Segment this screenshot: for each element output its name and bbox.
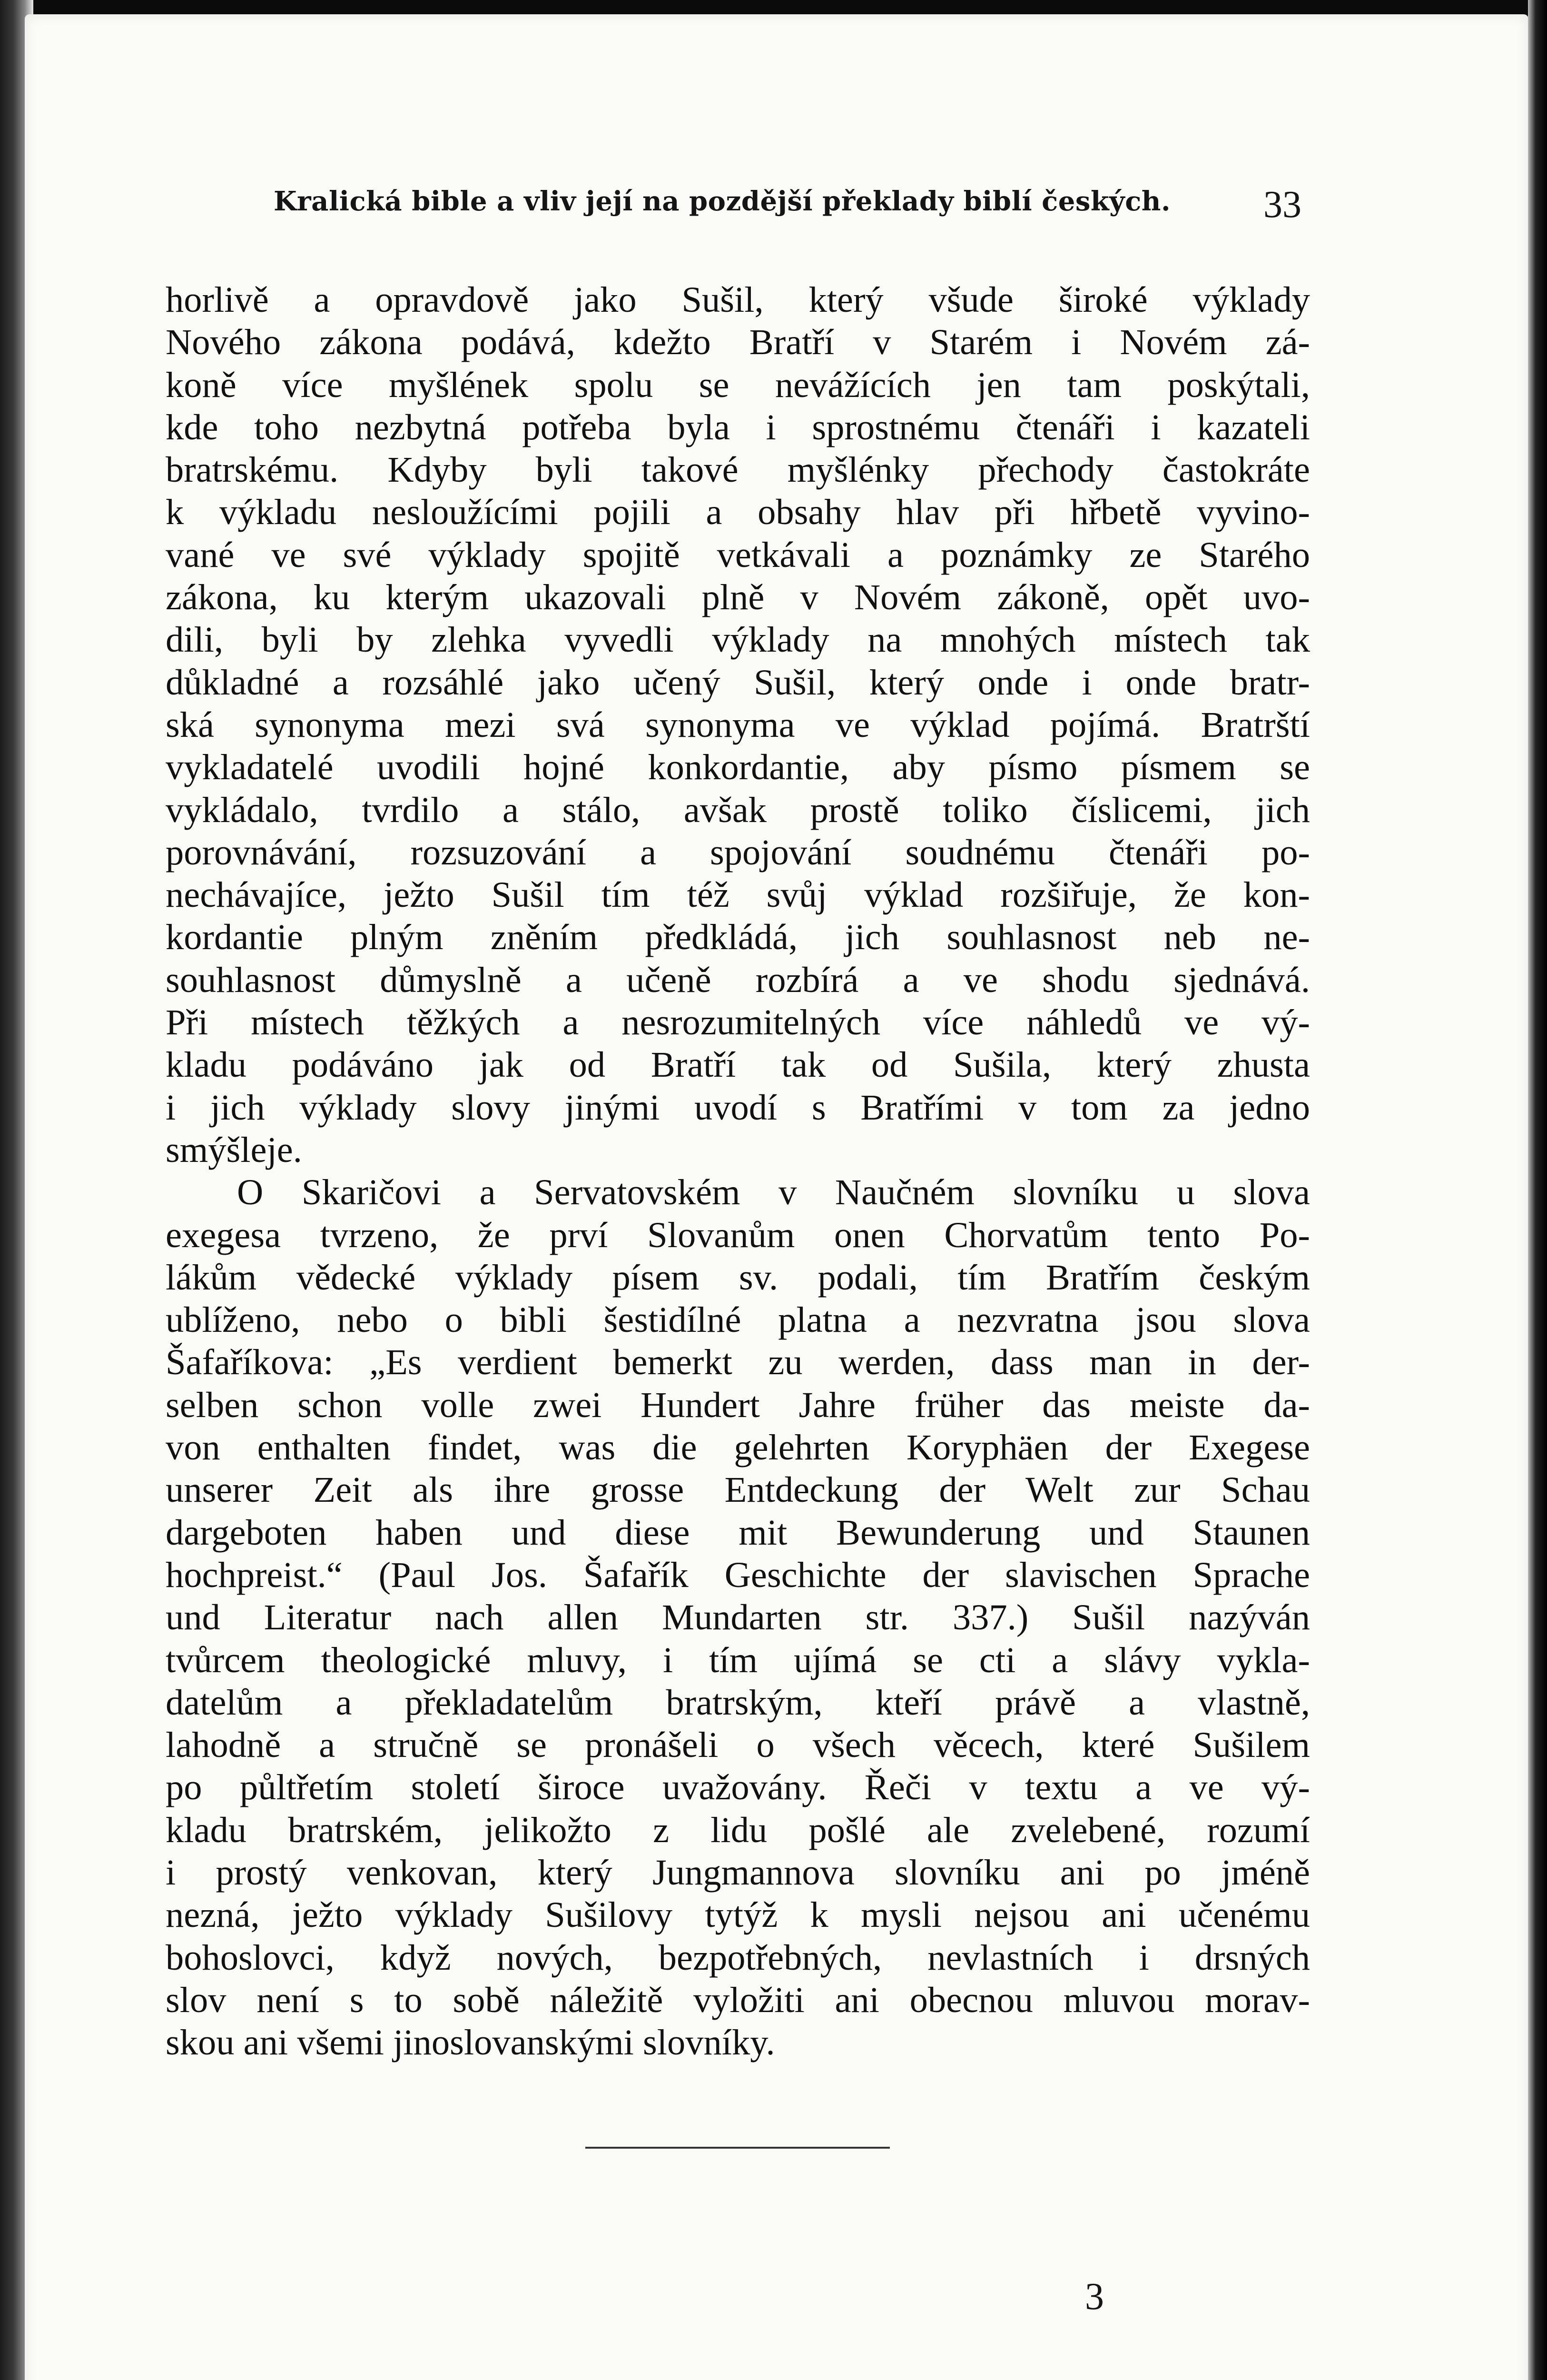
- text-line: unserer Zeit als ihre grosse Entdeckung der Welt zur Schau: [166, 1469, 1310, 1510]
- text-line: nechávajíce, ježto Sušil tím též svůj výklad rozšiřuje, že kon-: [166, 874, 1310, 915]
- text-line: bohoslovci, když nových, bezpotřebných, nevlastních i drsných: [166, 1937, 1310, 1978]
- text-line-paragraph-end: skou ani všemi jinoslovanskými slovníky.: [166, 2022, 775, 2063]
- section-divider-rule: [585, 2147, 890, 2149]
- text-line: horlivě a opravdově jako Sušil, který všude široké výklady: [166, 279, 1310, 320]
- text-line: porovnávání, rozsuzování a spojování soudnému čtenáři po-: [166, 832, 1310, 873]
- text-line: kordantie plným zněním předkládá, jich souhlasnost neb ne-: [166, 917, 1310, 958]
- text-line: slov není s to sobě náležitě vyložiti ani obecnou mluvou morav-: [166, 1979, 1310, 2020]
- signature-mark: 3: [1085, 2276, 1104, 2318]
- text-line: kde toho nezbytná potřeba byla i sprostnému čtenáři i kazateli: [166, 407, 1310, 447]
- text-line: lákům vědecké výklady písem sv. podali, tím Bratřím českým: [166, 1257, 1310, 1298]
- text-line: i prostý venkovan, který Jungmannova slovníku ani po jméně: [166, 1852, 1310, 1893]
- text-line: hochpreist.“ (Paul Jos. Šafařík Geschichte der slavischen Sprache: [166, 1554, 1310, 1595]
- text-line: souhlasnost důmyslně a učeně rozbírá a ve shodu sjednává.: [166, 959, 1310, 1000]
- page-right-edge: [1528, 0, 1547, 2380]
- text-line: datelům a překladatelům bratrským, kteří právě a vlastně,: [166, 1682, 1310, 1723]
- text-line: nezná, ježto výklady Sušilovy tytýž k mysli nejsou ani učenému: [166, 1894, 1310, 1935]
- text-line: und Literatur nach allen Mundarten str. 337.) Sušil nazýván: [166, 1597, 1310, 1638]
- text-line: koně více myšlének spolu se nevážících jen tam poskýtali,: [166, 364, 1310, 405]
- text-line: po půltřetím století široce uvažovány. Řeči v textu a ve vý-: [166, 1767, 1310, 1808]
- text-line: kladu bratrském, jelikožto z lidu pošlé ale zvelebené, rozumí: [166, 1809, 1310, 1850]
- body-text: [166, 278, 1310, 2063]
- text-line: dili, byli by zlehka vyvedli výklady na mnohých místech tak: [166, 619, 1310, 660]
- text-line: ská synonyma mezi svá synonyma ve výklad pojímá. Bratrští: [166, 704, 1310, 745]
- text-line: Šafaříkova: „Es verdient bemerkt zu werden, dass man in der-: [166, 1342, 1310, 1383]
- text-line: vykladatelé uvodili hojné konkordantie, aby písmo písmem se: [166, 747, 1310, 788]
- text-line: vané ve své výklady spojitě vetkávali a poznámky ze Starého: [166, 534, 1310, 575]
- text-line: kladu podáváno jak od Bratří tak od Sušila, který zhusta: [166, 1044, 1310, 1085]
- text-line: vykládalo, tvrdilo a stálo, avšak prostě toliko číslicemi, jich: [166, 789, 1310, 830]
- text-line: lahodně a stručně se pronášeli o všech věcech, které Sušilem: [166, 1725, 1310, 1765]
- text-line: Při místech těžkých a nesrozumitelných více náhledů ve vý-: [166, 1002, 1310, 1043]
- text-line: ublíženo, nebo o bibli šestidílné platna a nezvratna jsou slova: [166, 1299, 1310, 1340]
- text-line: von enthalten findet, was die gelehrten Koryphäen der Exegese: [166, 1427, 1310, 1468]
- text-line: selben schon volle zwei Hundert Jahre früher das meiste da-: [166, 1384, 1310, 1425]
- page-number: 33: [1263, 184, 1301, 226]
- text-line: i jich výklady slovy jinými uvodí s Bratřími v tom za jedno: [166, 1087, 1310, 1128]
- running-header-title: Kralická bible a vliv její na pozdější překlady biblí českých.: [274, 186, 1171, 217]
- text-line: Nového zákona podává, kdežto Bratří v Starém i Novém zá-: [166, 322, 1310, 363]
- text-line: exegesa tvrzeno, že prví Slovanům onen Chorvatům tento Po-: [166, 1214, 1310, 1255]
- text-line-paragraph-start: O Skaričovi a Servatovském v Naučném slovníku u slova: [237, 1172, 1310, 1213]
- text-line: dargeboten haben und diese mit Bewunderung und Staunen: [166, 1512, 1310, 1553]
- text-line-paragraph-end: smýšleje.: [166, 1129, 302, 1170]
- text-line: k výkladu nesloužícími pojili a obsahy hlav při hřbetě vyvino-: [166, 492, 1310, 533]
- text-line: zákona, ku kterým ukazovali plně v Novém zákoně, opět uvo-: [166, 577, 1310, 618]
- text-line: bratrskému. Kdyby byli takové myšlénky přechody častokráte: [166, 449, 1310, 490]
- text-line: tvůrcem theologické mluvy, i tím ujímá se cti a slávy vykla-: [166, 1639, 1310, 1680]
- text-line: důkladné a rozsáhlé jako učený Sušil, který onde i onde bratr-: [166, 662, 1310, 703]
